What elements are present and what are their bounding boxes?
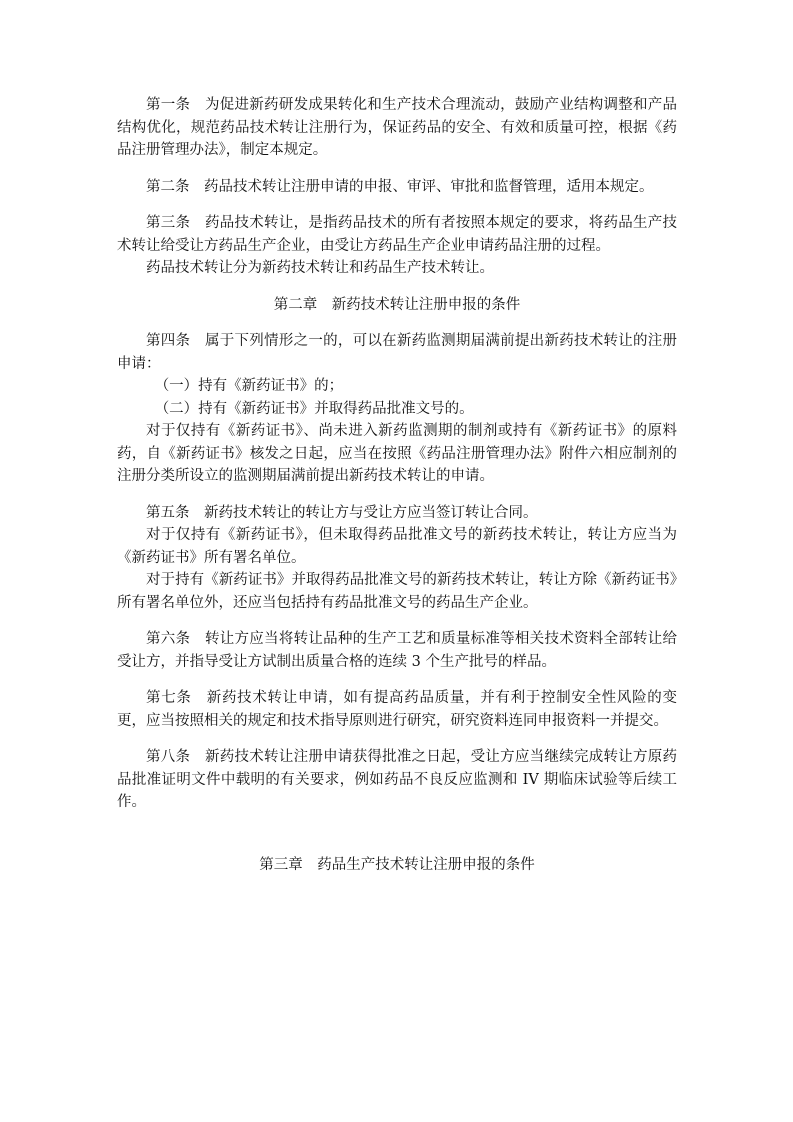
article-5-paragraph-2: 对于仅持有《新药证书》，但未取得药品批准文号的新药技术转让，转让方应当为《新药证书》所有署名单位。 xyxy=(117,527,677,566)
article-5: 第五条 新药技术转让的转让方与受让方应当签订转让合同。 xyxy=(146,504,538,521)
article-6: 第六条 转让方应当将转让品种的生产工艺和质量标准等相关技术资料全部转让给受让方，并指导受让方试制出质量合格的连续 3 个生产批号的样品。 xyxy=(117,631,677,670)
article-2: 第二条 药品技术转让注册申请的申报、审评、审批和监督管理，适用本规定。 xyxy=(146,178,654,195)
article-3-paragraph-2: 药品技术转让分为新药技术转让和药品生产技术转让。 xyxy=(146,260,494,276)
article-1: 第一条 为促进新药研发成果转化和生产技术合理流动，鼓励产业结构调整和产品结构优化，规范药品技术转让注册行为，保证药品的安全、有效和质量可控，根据《药品注册管理办法》，制定本规定。 xyxy=(117,97,677,158)
article-3: 第三条 药品技术转让，是指药品技术的所有者按照本规定的要求，将药品生产技术转让给受让方药品生产企业，由受让方药品生产企业申请药品注册的过程。 xyxy=(117,215,677,254)
chapter-2-heading: 第二章 新药技术转让注册申报的条件 xyxy=(273,296,521,313)
article-4-paragraph-2: 对于仅持有《新药证书》、尚未进入新药监测期的制剂或持有《新药证书》的原料药，自《新药证书》核发之日起，应当在按照《药品注册管理办法》附件六相应制剂的注册分类所设立的监测期届满前提出新药技术转让的申请。 xyxy=(117,423,677,484)
article-7: 第七条 新药技术转让申请，如有提高药品质量，并有利于控制安全性风险的变更，应当按照相关的规定和技术指导原则进行研究，研究资料连同申报资料一并提交。 xyxy=(117,690,677,729)
article-5-paragraph-3: 对于持有《新药证书》并取得药品批准文号的新药技术转让，转让方除《新药证书》所有署名单位外，还应当包括持有药品批准文号的药品生产企业。 xyxy=(117,572,677,611)
article-4: 第四条 属于下列情形之一的，可以在新药监测期届满前提出新药技术转让的注册申请： xyxy=(117,333,677,372)
document-page xyxy=(117,94,677,890)
article-4-item-2: （二）持有《新药证书》并取得药品批准文号的。 xyxy=(154,400,474,417)
article-4-item-1: （一）持有《新药证书》的； xyxy=(154,378,344,394)
chapter-3-heading: 第三章 药品生产技术转让注册申报的条件 xyxy=(259,856,535,873)
article-8: 第八条 新药技术转让注册申请获得批准之日起，受让方应当继续完成转让方原药品批准证明文件中载明的有关要求，例如药品不良反应监测和 IV 期临床试验等后续工作。 xyxy=(117,749,677,810)
